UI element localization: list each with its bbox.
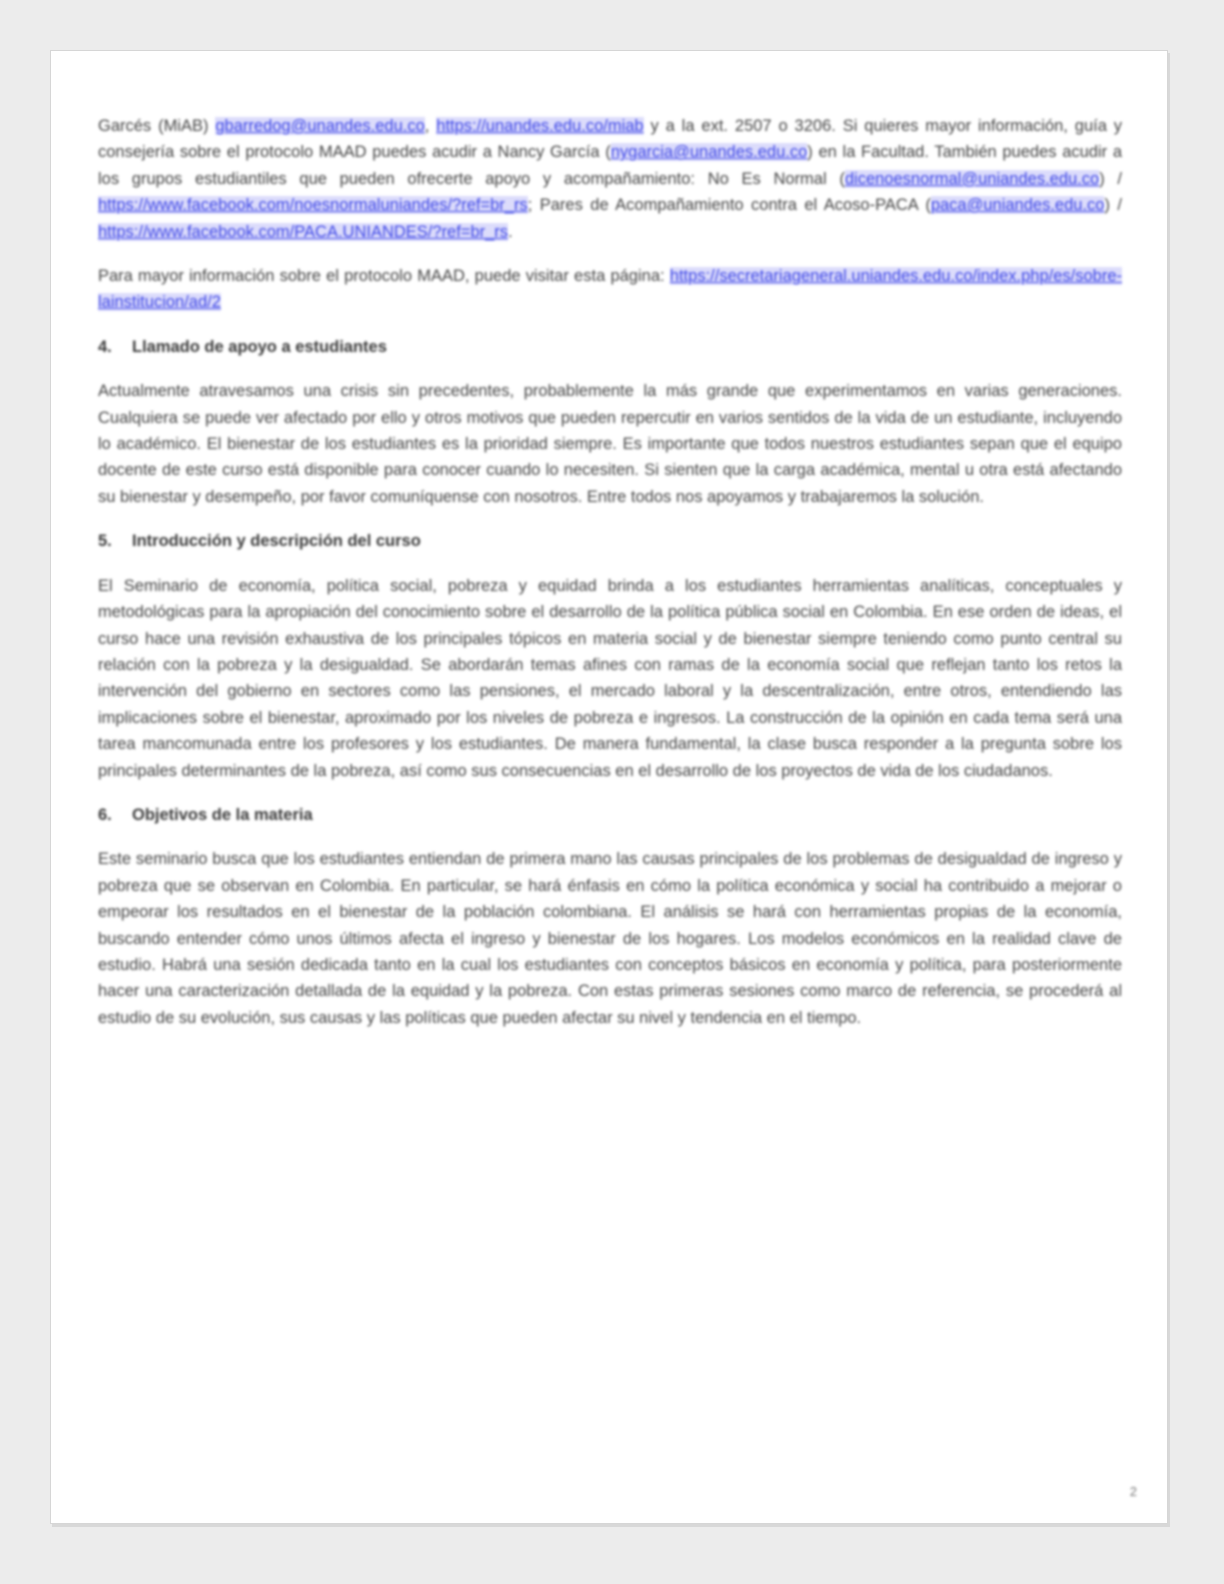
intro-text: , (424, 117, 437, 135)
section-title: Llamado de apoyo a estudiantes (132, 337, 387, 356)
protocol-paragraph (98, 263, 1122, 316)
document-page (50, 50, 1168, 1524)
email-link[interactable]: paca@uniandes.edu.co (930, 196, 1105, 215)
web-link[interactable]: https://www.facebook.com/noesnormaluniandes/?ref=br_rs (98, 196, 528, 215)
protocol-link[interactable]: https://secretariageneral.uniandes.edu.co/index.php/es/sobre-lainstitucion/ad/2 (98, 267, 1122, 312)
protocol-text: Para mayor información sobre el protocolo MAAD, puede visitar esta página: (98, 267, 670, 286)
section-number: 6. (98, 805, 112, 824)
intro-paragraph (98, 113, 1122, 245)
section-heading (98, 528, 1122, 554)
section-number: 4. (98, 337, 112, 356)
page-number: 2 (1129, 1484, 1137, 1499)
email-link[interactable]: dicenoesnormal@uniandes.edu.co (844, 169, 1100, 188)
email-link[interactable]: gbarredog@unandes.edu.co (215, 117, 425, 135)
section-body: Actualmente atravesamos una crisis sin precedentes, probablemente la más grande que experimentamos en varias generaciones. Cualquiera se puede ver afectado por ello y otros motivos que pueden repercutir en varios sentidos de la vida de un estudiante, incluyendo lo académico. El bienestar de los estudiantes es la prioridad siempre. Es importante que todos nuestros estudiantes sepan que el equipo docente de este curso está disponible para conocer cuando lo necesiten. Si sienten que la carga académica, mental u otra está afectando su bienestar y desempeño, por favor comuníquense con nosotros. Entre todos nos apoyamos y trabajaremos la solución. (98, 382, 1122, 506)
intro-text: ; Pares de Acompañamiento contra el Acoso-PACA ( (527, 196, 931, 215)
email-link[interactable]: nygarcia@unandes.edu.co (610, 143, 808, 162)
intro-text: ) en la Facultad. También puedes acudir a los grupos estudiantiles que pueden ofrecerte apoyo y acompañamiento: No Es Normal ( (98, 143, 1123, 188)
section-body: El Seminario de economía, política social, pobreza y equidad brinda a los estudiantes herramientas analíticas, conceptuales y metodológicas para la apropiación del conocimiento sobre el desarrollo de la política pública social en Colombia. En ese orden de ideas, el curso hace una revisión exhaustiva de los principales tópicos en materia social y de bienestar siempre teniendo como punto central su relación con la pobreza y la desigualdad. Se abordarán temas afines con ramas de la economía social que reflejan tanto los retos la intervención del gobierno en sectores como las pensiones, el mercado laboral y la descentralización, entre otros, entendiendo las implicaciones sobre el bienestar, aproximado por los niveles de pobreza e ingresos. La construcción de la opinión en cada tema será una tarea mancomunada entre los profesores y los estudiantes. De manera fundamental, la clase busca responder a la pregunta sobre los principales determinantes de la pobreza, así como sus consecuencias en el desarrollo de los proyectos de vida de los ciudadanos. (98, 576, 1122, 780)
page-content (98, 113, 1122, 1031)
intro-text: y a la ext. 2507 o 3206. Si quieres mayor información, guía y consejería sobre el protocolo MAAD puedes acudir a Nancy García ( (98, 117, 1123, 162)
web-link[interactable]: https://www.facebook.com/PACA.UNIANDES/?ref=br_rs (98, 222, 509, 241)
intro-text: Garcés (MiAB) (98, 117, 216, 135)
intro-text: ) / (1099, 169, 1122, 188)
web-link[interactable]: https://unandes.edu.co/miab (436, 117, 644, 135)
section-title: Introducción y descripción del curso (132, 532, 421, 551)
section-heading (98, 802, 1122, 828)
section-number: 5. (98, 532, 112, 551)
section-body: Este seminario busca que los estudiantes entiendan de primera mano las causas principales de los problemas de desigualdad de ingreso y pobreza que se observan en Colombia. En particular, se hará énfasis en cómo la política económica y social ha contribuido a mejorar o empeorar los resultados en el bienestar de la población colombiana. El análisis se hará con herramientas propias de la economía, buscando entender cómo unos últimos afecta el ingreso y bienestar de los hogares. Los modelos económicos en la realidad clave de estudio. Habrá una sesión dedicada tanto en la cual los estudiantes con conceptos básicos en economía y política, para posteriormente hacer una caracterización detallada de la equidad y la pobreza. Con estas primeras sesiones como marco de referencia, se procederá al estudio de su evolución, sus causas y las políticas que pueden afectar su nivel y tendencia en el tiempo. (98, 850, 1122, 1027)
intro-text: . (508, 222, 513, 241)
section-heading (98, 334, 1122, 360)
section-title: Objetivos de la materia (132, 805, 313, 824)
intro-text: ) / (1104, 196, 1122, 215)
